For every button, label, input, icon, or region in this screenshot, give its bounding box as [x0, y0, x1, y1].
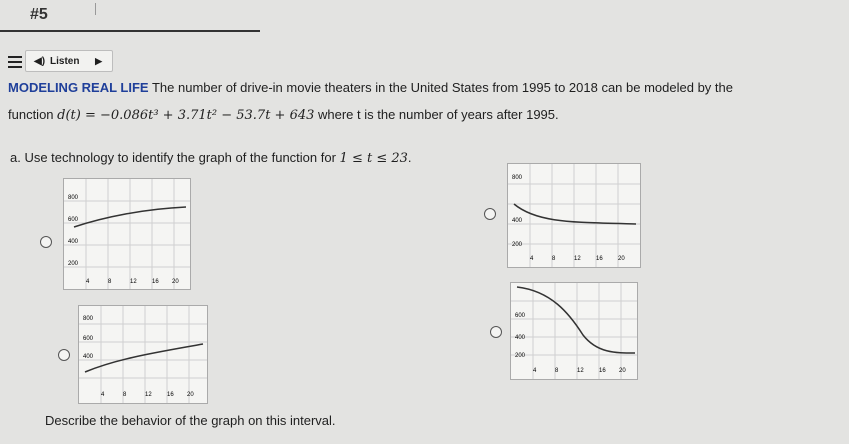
- y-tick: 800: [68, 195, 79, 201]
- x-tick: 20: [172, 279, 179, 285]
- function-prefix: function: [8, 107, 58, 122]
- part-a-prompt: [10, 150, 412, 166]
- x-tick: 12: [577, 368, 584, 374]
- y-tick: 200: [512, 242, 523, 248]
- x-tick: 4: [86, 279, 90, 285]
- x-tick: 20: [187, 392, 194, 398]
- function-suffix: where t is the number of years after 1995.: [314, 107, 559, 122]
- y-tick: 400: [83, 354, 94, 360]
- interval-expression: 1 ≤ t ≤ 23: [339, 151, 408, 166]
- graph-option-bottom-left[interactable]: [78, 305, 208, 404]
- y-tick: 600: [515, 313, 526, 319]
- graph-top-left-svg: [64, 179, 190, 289]
- play-icon[interactable]: ▶: [95, 55, 102, 66]
- x-tick: 8: [108, 279, 112, 285]
- graph-option-top-right[interactable]: [507, 163, 641, 268]
- graph-top-right-svg: [508, 164, 640, 267]
- x-tick: 16: [596, 256, 603, 262]
- function-expression: d(t) = −0.086t³ + 3.71t² − 53.7t + 643: [57, 108, 315, 123]
- y-tick: 200: [515, 353, 526, 359]
- x-tick: 20: [618, 256, 625, 262]
- part-a-label: a. Use technology to identify the graph of the function for: [10, 150, 340, 165]
- y-tick: 800: [83, 316, 94, 322]
- listen-label: Listen: [50, 55, 80, 67]
- y-tick: 400: [512, 218, 523, 224]
- x-tick: 4: [101, 392, 105, 398]
- x-tick: 12: [574, 256, 581, 262]
- graph-bottom-right-svg: [511, 283, 637, 379]
- problem-function-line: [8, 107, 559, 123]
- x-tick: 16: [599, 368, 606, 374]
- x-tick: 8: [552, 256, 556, 262]
- radio-option-bottom-left[interactable]: [58, 349, 70, 361]
- header-divider-tick: [95, 3, 96, 15]
- graph-option-bottom-right[interactable]: [510, 282, 638, 380]
- x-tick: 12: [130, 279, 137, 285]
- radio-option-top-left[interactable]: [40, 236, 52, 248]
- graph-bottom-left-svg: [79, 306, 207, 403]
- problem-number: #5: [30, 6, 48, 23]
- y-tick: 400: [515, 335, 526, 341]
- describe-prompt: Describe the behavior of the graph on this interval.: [45, 413, 336, 428]
- radio-option-top-right[interactable]: [484, 208, 496, 220]
- modeling-tag: MODELING REAL LIFE: [8, 80, 149, 95]
- part-a-tail: .: [407, 150, 412, 165]
- menu-icon[interactable]: [8, 56, 22, 68]
- x-tick: 16: [167, 392, 174, 398]
- x-tick: 12: [145, 392, 152, 398]
- x-tick: 20: [619, 368, 626, 374]
- y-tick: 600: [83, 336, 94, 342]
- y-tick: 400: [68, 239, 79, 245]
- x-tick: 8: [123, 392, 127, 398]
- y-tick: 800: [512, 175, 523, 181]
- graph-option-top-left[interactable]: [63, 178, 191, 290]
- x-tick: 8: [555, 368, 559, 374]
- header-underline: [0, 30, 260, 32]
- x-tick: 16: [152, 279, 159, 285]
- radio-option-bottom-right[interactable]: [490, 326, 502, 338]
- y-tick: 600: [68, 217, 79, 223]
- x-tick: 4: [533, 368, 537, 374]
- x-tick: 4: [530, 256, 534, 262]
- y-tick: 200: [68, 261, 79, 267]
- speaker-icon: ◀): [34, 55, 46, 67]
- problem-intro: The number of drive-in movie theaters in the United States from 1995 to 2018 can be modeled by the: [148, 80, 733, 95]
- problem-statement: [8, 80, 733, 95]
- listen-button[interactable]: [25, 50, 113, 72]
